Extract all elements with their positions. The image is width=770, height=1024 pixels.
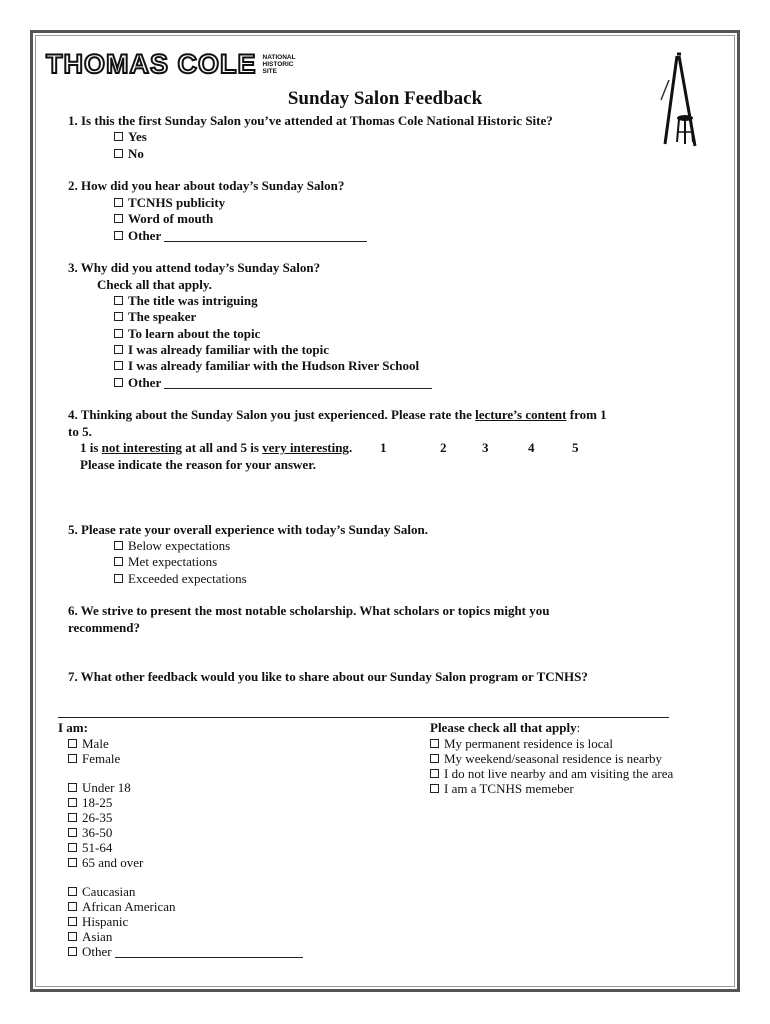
thomas-cole-logo bbox=[46, 50, 296, 78]
option-label: I was already familiar with the Hudson River School bbox=[128, 358, 420, 373]
option-label: 26-35 bbox=[82, 810, 113, 825]
checkbox[interactable] bbox=[68, 754, 77, 763]
checkbox[interactable] bbox=[114, 541, 123, 550]
q2-option-other[interactable] bbox=[114, 228, 367, 244]
option-label: The speaker bbox=[128, 309, 197, 324]
question-4-reason: Please indicate the reason for your answer. bbox=[80, 457, 317, 472]
question-3-instruction: Check all that apply. bbox=[97, 277, 212, 292]
age-under-18[interactable] bbox=[68, 780, 131, 796]
option-label: Met expectations bbox=[128, 554, 218, 569]
rating-5[interactable]: 5 bbox=[572, 440, 579, 455]
option-label: Other bbox=[82, 944, 112, 959]
age-65-over[interactable] bbox=[68, 855, 143, 871]
q3-option-title[interactable] bbox=[114, 293, 258, 309]
checkbox[interactable] bbox=[68, 783, 77, 792]
rating-2[interactable]: 2 bbox=[440, 440, 447, 455]
option-label: I was already familiar with the topic bbox=[128, 342, 330, 357]
checkbox[interactable] bbox=[68, 902, 77, 911]
gender-female[interactable] bbox=[68, 751, 120, 767]
q4-emphasis: lecture’s content bbox=[475, 407, 567, 422]
other-write-in-line[interactable] bbox=[164, 241, 367, 242]
section-divider bbox=[58, 717, 669, 718]
q5-option-met[interactable] bbox=[114, 554, 217, 570]
checkbox[interactable] bbox=[430, 784, 439, 793]
q4-text: 4. Thinking about the Sunday Salon you just experienced. Please rate the bbox=[68, 407, 476, 422]
demographics-title: I am: bbox=[58, 720, 88, 735]
q3-option-familiar-topic[interactable] bbox=[114, 342, 329, 358]
ethnicity-asian[interactable] bbox=[68, 929, 112, 945]
ethnicity-african-american[interactable] bbox=[68, 899, 175, 915]
checkbox[interactable] bbox=[114, 214, 123, 223]
rating-1[interactable]: 1 bbox=[380, 440, 387, 455]
option-label: Hispanic bbox=[82, 914, 129, 929]
checkbox[interactable] bbox=[114, 132, 123, 141]
checkbox[interactable] bbox=[68, 843, 77, 852]
question-1: 1. Is this the first Sunday Salon you’ve attended at Thomas Cole National Historic Site? bbox=[68, 113, 553, 128]
option-label: Male bbox=[82, 736, 109, 751]
option-label: To learn about the topic bbox=[128, 326, 261, 341]
checkbox[interactable] bbox=[114, 312, 123, 321]
question-5: 5. Please rate your overall experience with today’s Sunday Salon. bbox=[68, 522, 429, 537]
logo-sub-historic: HISTORIC bbox=[262, 60, 294, 68]
checkbox[interactable] bbox=[114, 574, 123, 583]
option-label: Under 18 bbox=[82, 780, 131, 795]
option-label: Word of mouth bbox=[128, 211, 214, 226]
residence-title-text: Please check all that apply bbox=[430, 720, 577, 735]
question-2: 2. How did you hear about today’s Sunday Salon? bbox=[68, 178, 345, 193]
q3-option-other[interactable] bbox=[114, 375, 432, 391]
q3-option-topic[interactable] bbox=[114, 326, 260, 342]
residence-title bbox=[430, 720, 580, 736]
checkbox[interactable] bbox=[114, 361, 123, 370]
checkbox[interactable] bbox=[114, 378, 123, 387]
q3-option-speaker[interactable] bbox=[114, 309, 196, 325]
checkbox[interactable] bbox=[68, 917, 77, 926]
q4-not-interesting: not interesting bbox=[101, 440, 182, 455]
checkbox[interactable] bbox=[68, 813, 77, 822]
option-label: The title was intriguing bbox=[128, 293, 258, 308]
ethnicity-hispanic[interactable] bbox=[68, 914, 128, 930]
checkbox[interactable] bbox=[114, 557, 123, 566]
logo-main-text: THOMAS COLE bbox=[46, 49, 257, 79]
option-label: No bbox=[128, 146, 144, 161]
logo-sub-national: NATIONAL bbox=[262, 53, 296, 61]
ethnicity-other[interactable] bbox=[68, 944, 303, 960]
q4-scale-text: 1 is bbox=[80, 440, 102, 455]
option-label: Other bbox=[128, 228, 161, 243]
q1-option-yes[interactable] bbox=[114, 129, 147, 145]
q4-period: . bbox=[348, 440, 353, 455]
option-label: Exceeded expectations bbox=[128, 571, 247, 586]
question-4-line2: to 5. bbox=[68, 424, 92, 439]
checkbox[interactable] bbox=[114, 296, 123, 305]
gender-male[interactable] bbox=[68, 736, 109, 752]
question-6: 6. We strive to present the most notable scholarship. What scholars or topics might you bbox=[68, 603, 550, 618]
residence-local[interactable] bbox=[430, 736, 613, 752]
option-label: Below expectations bbox=[128, 538, 231, 553]
option-label: 65 and over bbox=[82, 855, 144, 870]
logo-sub-site: SITE bbox=[262, 67, 277, 75]
checkbox[interactable] bbox=[68, 858, 77, 867]
residence-seasonal[interactable] bbox=[430, 751, 662, 767]
age-26-35[interactable] bbox=[68, 810, 112, 826]
q5-option-exceeded[interactable] bbox=[114, 571, 247, 587]
option-label: 36-50 bbox=[82, 825, 113, 840]
q3-option-hudson-river[interactable] bbox=[114, 358, 419, 374]
q2-option-publicity[interactable] bbox=[114, 195, 225, 211]
other-write-in-line[interactable] bbox=[164, 388, 432, 389]
rating-3[interactable]: 3 bbox=[482, 440, 489, 455]
q4-scale-text: at all and 5 is bbox=[181, 440, 263, 455]
residence-member[interactable] bbox=[430, 781, 574, 797]
q4-text-end: from 1 bbox=[566, 407, 607, 422]
question-6-line2: recommend? bbox=[68, 620, 140, 635]
question-4-scale-description bbox=[80, 440, 352, 456]
checkbox[interactable] bbox=[430, 769, 439, 778]
checkbox[interactable] bbox=[430, 739, 439, 748]
option-label: My permanent residence is local bbox=[444, 736, 613, 751]
checkbox[interactable] bbox=[114, 329, 123, 338]
residence-title-colon: : bbox=[576, 720, 581, 735]
option-label: My weekend/seasonal residence is nearby bbox=[444, 751, 663, 766]
option-label: Asian bbox=[82, 929, 113, 944]
checkbox[interactable] bbox=[68, 887, 77, 896]
question-4 bbox=[68, 407, 607, 423]
checkbox[interactable] bbox=[114, 149, 123, 158]
q2-option-word-of-mouth[interactable] bbox=[114, 211, 213, 227]
option-label: TCNHS publicity bbox=[128, 195, 226, 210]
form-title: Sunday Salon Feedback bbox=[287, 88, 483, 109]
other-write-in-line[interactable] bbox=[115, 957, 303, 958]
rating-4[interactable]: 4 bbox=[528, 440, 535, 455]
option-label: Female bbox=[82, 751, 121, 766]
checkbox[interactable] bbox=[68, 828, 77, 837]
age-18-25[interactable] bbox=[68, 795, 112, 811]
option-label: 51-64 bbox=[82, 840, 113, 855]
checkbox[interactable] bbox=[114, 198, 123, 207]
option-label: Yes bbox=[128, 129, 147, 144]
option-label: Other bbox=[128, 375, 161, 390]
checkbox[interactable] bbox=[68, 798, 77, 807]
age-51-64[interactable] bbox=[68, 840, 112, 856]
option-label: 18-25 bbox=[82, 795, 113, 810]
checkbox[interactable] bbox=[68, 947, 77, 956]
question-3: 3. Why did you attend today’s Sunday Salon? bbox=[68, 260, 321, 275]
checkbox[interactable] bbox=[430, 754, 439, 763]
question-7: 7. What other feedback would you like to share about our Sunday Salon program or TCNHS? bbox=[68, 669, 588, 684]
q4-very-interesting: very interesting bbox=[262, 440, 349, 455]
option-label: I am a TCNHS memeber bbox=[444, 781, 574, 796]
logo-subtext bbox=[263, 54, 296, 75]
option-label: Caucasian bbox=[82, 884, 136, 899]
option-label: I do not live nearby and am visiting the area bbox=[444, 766, 674, 781]
checkbox[interactable] bbox=[114, 345, 123, 354]
option-label: African American bbox=[82, 899, 176, 914]
q5-option-below[interactable] bbox=[114, 538, 230, 554]
checkbox[interactable] bbox=[68, 739, 77, 748]
residence-visiting[interactable] bbox=[430, 766, 673, 782]
checkbox[interactable] bbox=[114, 231, 123, 240]
age-36-50[interactable] bbox=[68, 825, 112, 841]
ethnicity-caucasian[interactable] bbox=[68, 884, 135, 900]
q1-option-no[interactable] bbox=[114, 146, 144, 162]
checkbox[interactable] bbox=[68, 932, 77, 941]
